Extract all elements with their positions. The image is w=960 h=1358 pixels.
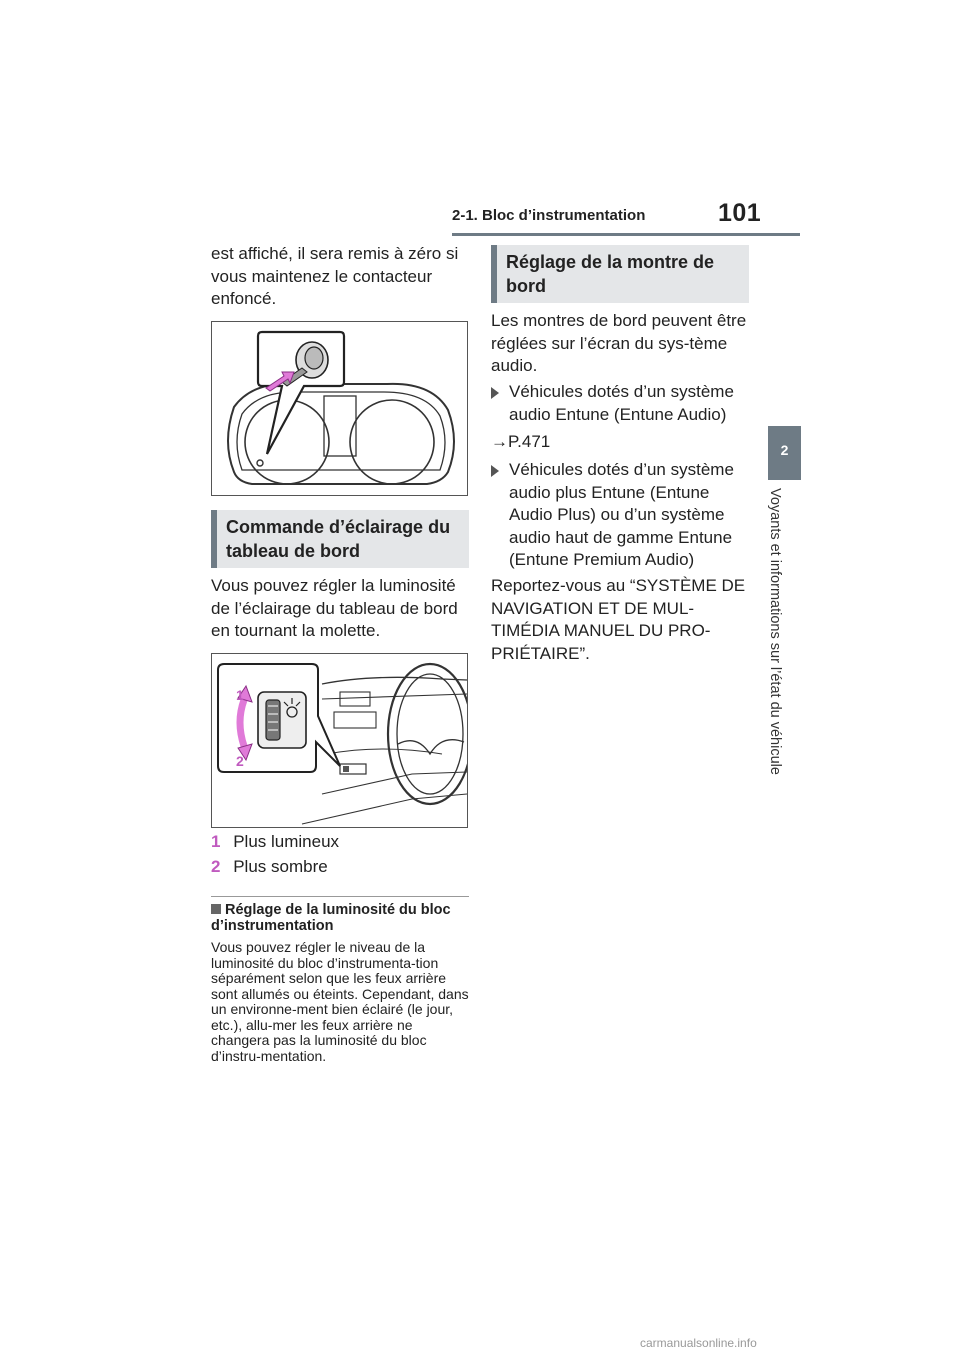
bullet-entune-audio-text: Véhicules dotés d’un système audio Entune (Entune Audio): [509, 382, 734, 424]
dashboard-dial-illustration: [212, 654, 467, 827]
page-number: 101: [718, 199, 762, 227]
heading-panel-lighting: Commande d’éclairage du tableau de bord: [211, 510, 469, 568]
figure-label-2: 2: [236, 753, 244, 769]
watermark: carmanualsonline.info: [640, 1336, 757, 1350]
instrument-cluster-illustration: [212, 322, 467, 495]
chapter-tab-number: 2: [780, 442, 789, 458]
note-title-text: Réglage de la luminosité du bloc d’instrumentation: [211, 902, 451, 934]
clock-paragraph: Les montres de bord peuvent être réglées sur l’écran du sys-tème audio.: [491, 311, 747, 375]
bullet-entune-plus: [491, 459, 753, 572]
caption-1-text: Plus lumineux: [233, 832, 340, 851]
triangle-bullet-icon: [491, 387, 499, 399]
figure-dashboard-dial: [211, 653, 468, 828]
bullet-entune-plus-text: Véhicules dotés d’un système audio plus Entune (Entune Audio Plus) ou d’un système audio haut de gamme Entune (Entune Premium Audio): [509, 460, 734, 569]
panel-lighting-paragraph: Vous pouvez régler la luminosité de l’éclairage du tableau de bord en tournant la molette.: [211, 576, 458, 640]
caption-2-text: Plus sombre: [233, 857, 328, 876]
chapter-side-title: Voyants et informations sur l’état du véhicule: [767, 488, 783, 775]
note-title: [211, 902, 469, 934]
note-body: Vous pouvez régler le niveau de la luminosité du bloc d’instrumenta-tion séparément selon que les feux arrière sont allumés ou éteints. Cependant, dans un environne-ment bien éclairé (le jour, etc.), allu-mer les feux arrière ne changera pas la luminosité du bloc d’instru-mentation.: [211, 939, 469, 1064]
manual-reference-paragraph: Reportez-vous au “SYSTÈME DE NAVIGATION ET DE MUL-TIMÉDIA MANUEL DU PRO-PRIÉTAIRE”.: [491, 576, 746, 663]
caption-2-number: 2: [211, 857, 221, 876]
triangle-bullet-icon: [491, 465, 499, 477]
caption-1: [211, 831, 469, 854]
heading-clock-setting: Réglage de la montre de bord: [491, 245, 749, 303]
page-reference: →P.471: [491, 432, 551, 451]
header-rule: [452, 233, 800, 236]
section-title: 2-1. Bloc d’instrumentation: [452, 207, 646, 224]
figure-instrument-cluster: [211, 321, 468, 496]
intro-paragraph: est affiché, il sera remis à zéro si vous maintenez le contacteur enfoncé.: [211, 244, 459, 308]
caption-1-number: 1: [211, 832, 221, 851]
note-rule: [211, 896, 469, 897]
figure-label-1: 1: [236, 687, 244, 703]
square-bullet-icon: [211, 904, 221, 914]
caption-2: [211, 856, 469, 879]
bullet-entune-audio: [491, 381, 753, 426]
